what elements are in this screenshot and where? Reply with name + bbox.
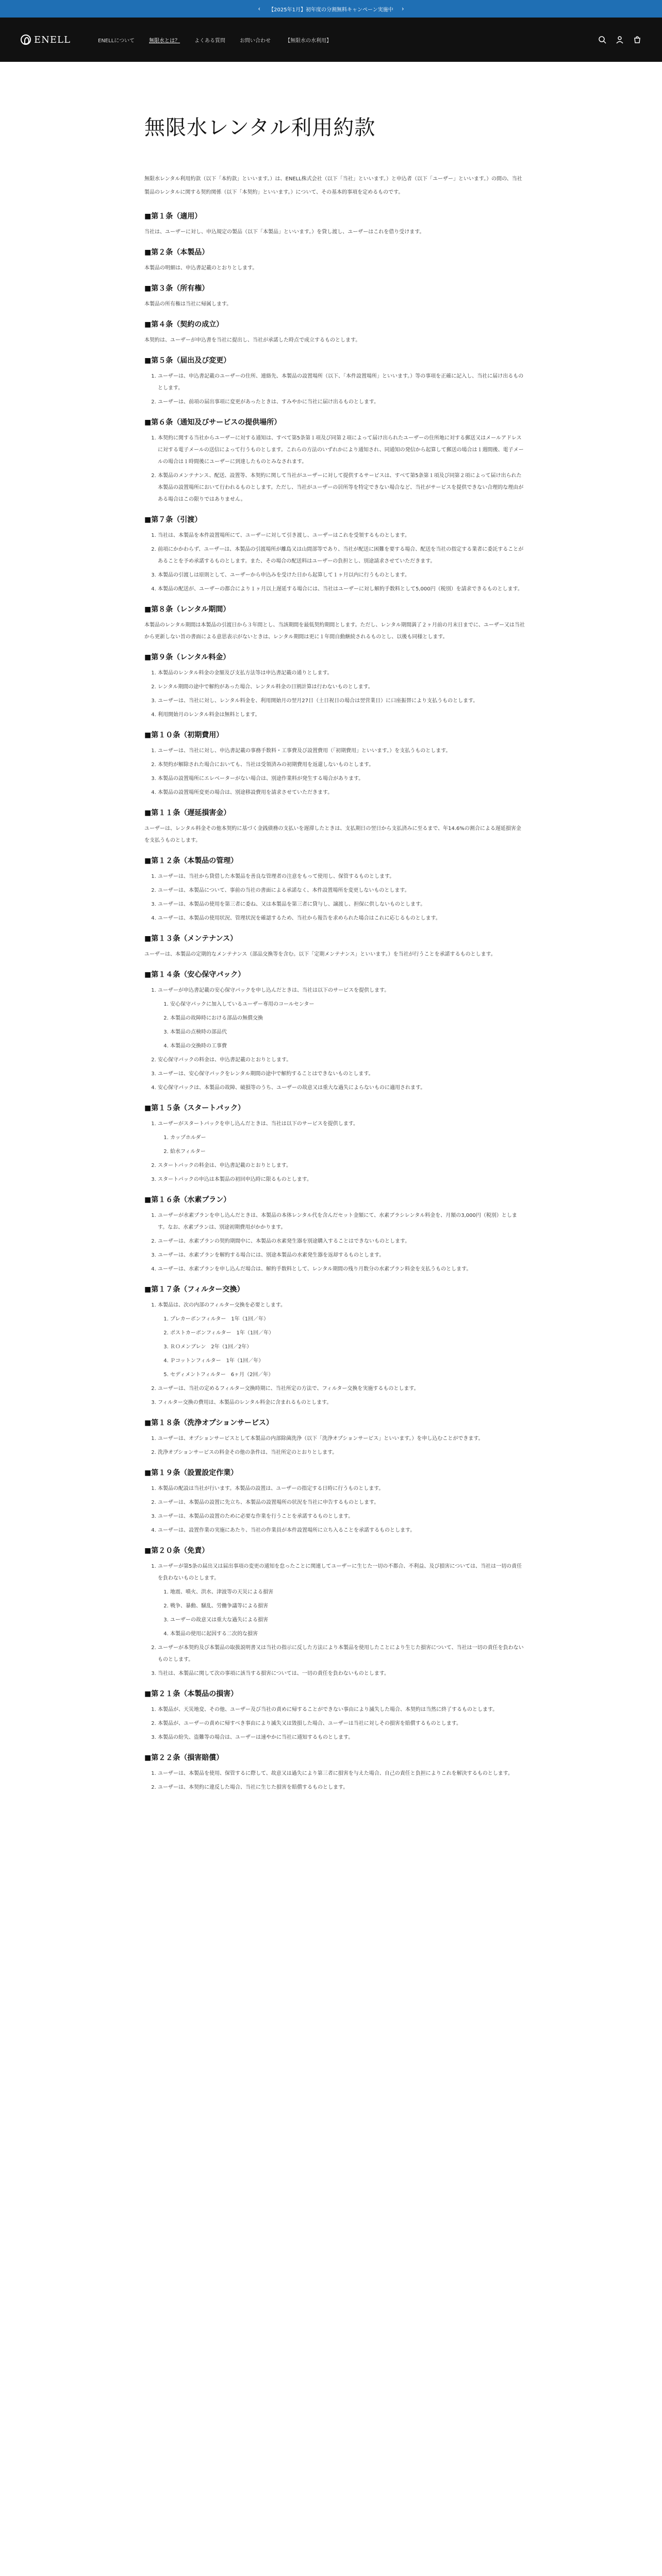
search-icon[interactable] — [598, 36, 606, 44]
article-paragraph: 本契約は、ユーザーが申込書を当社に提出し、当社が承諾した時点で成立するものとします。 — [144, 337, 361, 343]
logo-mark-icon — [21, 35, 31, 45]
article-list-item: 4. 本製品の設置場所変更の場合は、別途移設費用を請求させていただきます。 — [158, 787, 526, 799]
article-list-item: 1. 本契約に関する当社からユーザーに対する通知は、すべて第5条第１項及び同第２項によって届け出られたユーザーの住所地に対する郵送又はメールアドレスに対する電子メールの送信によって行うものとします。これらの方法のいずれかにより通知され、同通知の発信から起算して郵送の場合は１週間後、電子メールの場合は１時間後にユーザーに到達したものとみなされます。 — [158, 432, 526, 468]
nav-item-about[interactable]: ENELLについて — [98, 38, 135, 44]
article-heading: ■第６条（通知及びサービスの提供場所） — [144, 418, 282, 427]
article-paragraph: 本製品の明細は、申込書記載のとおりとします。 — [144, 265, 258, 271]
article-sublist-item: 5. セディメントフィルター 6ヶ月（2回／年） — [170, 1369, 526, 1381]
article-heading: ■第２条（本製品） — [144, 248, 209, 257]
article-list-item: 3. ユーザーは、本製品の設置のために必要な作業を行うことを承諾するものとします。 — [158, 1511, 526, 1522]
nav-item-faq[interactable]: よくある質問 — [194, 38, 226, 44]
article-paragraph: 当社は、ユーザーに対し、申込規定の製品（以下「本製品」といいます。）を貸し渡し、ユーザーはこれを借り受けます。 — [144, 229, 425, 235]
announcement-bar — [0, 0, 662, 18]
article-list-item: 1. 本製品は、次の内部のフィルター交換を必要とします。 1. プレカーボンフィルター 1年（1回／年） 2. ポストカーボンフィルター 1年（1回／年） 3. ＲＯメンブレン 2年（1回／2年） 4. Ｐコットンフィルター 1年（1回／年） 5. セディメントフィルター 6ヶ月（2回／年） — [158, 1299, 526, 1381]
article-list-item: 2. 本製品のメンテナンス、配送、設置等、本契約に関して当社がユーザーに対して提供するサービスは、すべて第5条第１項及び同第２項によって届け出られた本製品の設置場所において行われるものとします。ただし、当社がユーザーの居所等を特定できない場合など、当社がサービスを提供できない合理的な理由がある場合はこの限りではありません。 — [158, 470, 526, 505]
article-paragraph: 本製品のレンタル期間は本製品の引渡日から３年間とし、当該期間を最低契約期間とします。ただし、レンタル期間満了２ヶ月前の月末日までに、ユーザー又は当社から更新しない旨の書面による意思表示がないときは、レンタル期間は更に１年間自動継続されるものとし、以後も同様とします。 — [144, 622, 525, 640]
user-icon[interactable] — [616, 36, 624, 44]
article-list-item: 1. ユーザーが申込書記載の安心保守パックを申し込んだときは、当社は以下のサービスを提供します。 1. 安心保守パックに加入しているユーザー専用のコールセンター 2. 本製品の故障時における部品の無償交換 3. 本製品の点検時の部品代 4. 本製品の交換時の工事費 — [158, 985, 526, 1052]
main-content — [0, 62, 525, 1793]
article-list-item: 2. ユーザーは、本製品について、事前の当社の書面による承諾なく、本件設置場所を変更しないものとします。 — [158, 885, 526, 896]
article-list-item: 1. 当社は、本製品を本件設置場所にて、ユーザーに対して引き渡し、ユーザーはこれを受領するものとします。 — [158, 530, 526, 541]
articles-list — [144, 211, 525, 1793]
article-heading: ■第１６条（水素プラン） — [144, 1196, 231, 1204]
article-list-item: 4. ユーザーは、本製品の使用状況、管理状況を確認するため、当社から報告を求められた場合はこれに応じるものとします。 — [158, 912, 526, 924]
article-heading: ■第１２条（本製品の管理） — [144, 857, 238, 865]
article-list-item: 3. ユーザーは、当社に対し、レンタル料金を、利用開始月の翌月27日（土日祝日の場合は翌営業日）に口座振替により支払うものとします。 — [158, 695, 526, 707]
article-sublist-item: 1. 地震、噴火、洪水、津波等の天災による損害 — [170, 1586, 526, 1598]
article-sublist-item: 1. カップホルダー — [170, 1132, 526, 1144]
article-sublist-item: 3. ＲＯメンブレン 2年（1回／2年） — [170, 1341, 526, 1353]
article-list-item: 2. ユーザーは、前項の届出事項に変更があったときは、すみやかに当社に届け出るものとします。 — [158, 396, 526, 408]
cart-icon[interactable] — [633, 36, 641, 44]
article-list-item: 2. 安心保守パックの料金は、申込書記載のとおりとします。 — [158, 1054, 526, 1066]
article-list-item: 3. 当社は、本製品に関して次の事項に該当する損害については、一切の責任を負わないものとします。 — [158, 1668, 526, 1680]
article-section — [144, 604, 526, 643]
article-section — [144, 652, 526, 721]
nav-item-mugensui[interactable]: 無限水とは？ — [149, 38, 180, 44]
article-list — [144, 530, 526, 595]
article-list — [144, 667, 526, 721]
article-section — [144, 1688, 526, 1743]
article-list-item: 3. 本製品の引渡しは原則として、ユーザーから申込みを受けた日から起算して１ヶ月以内に行うものとします。 — [158, 569, 526, 581]
article-sublist — [158, 998, 526, 1052]
article-section — [144, 319, 526, 346]
article-section — [144, 1467, 526, 1536]
article-section — [144, 211, 526, 238]
article-list-item: 1. ユーザーは、当社から貸借した本製品を善良な管理者の注意をもって使用し、保管するものとします。 — [158, 871, 526, 883]
article-heading: ■第１９条（設置設定作業） — [144, 1469, 238, 1477]
article-list-item: 1. 本製品の配設は当社が行います。本製品の設置は、ユーザーの指定する日時に行うものとします。 — [158, 1483, 526, 1495]
article-list-item: 2. ユーザーは、水素プランの契約期間中に、本製品の水素発生器を別途購入することはできないものとします。 — [158, 1235, 526, 1247]
header-icons — [598, 36, 641, 44]
article-sublist-item: 3. ユーザーの故意又は重大な過失による損害 — [170, 1614, 526, 1626]
article-list-item: 4. 利用開始月のレンタル料金は無料とします。 — [158, 709, 526, 721]
article-heading: ■第７条（引渡） — [144, 516, 202, 524]
article-list — [144, 985, 526, 1094]
article-sublist-item: 4. Ｐコットンフィルター 1年（1回／年） — [170, 1355, 526, 1367]
site-header — [0, 18, 662, 62]
article-list-item: 1. 本製品のレンタル料金の金額及び支払方法等は申込書記載の通りとします。 — [158, 667, 526, 679]
article-section — [144, 933, 526, 960]
article-sublist-item: 2. 給水フィルター — [170, 1146, 526, 1158]
article-list-item: 1. ユーザーは、本製品を使用、保管するに際して、故意又は過失により第三者に損害を与えた場合、自己の責任と負担によりこれを解決するものとします。 — [158, 1768, 526, 1780]
article-list-item: 4. ユーザーは、設置作業の実施にあたり、当社の作業員が本件設置場所に立ち入ることを承諾するものとします。 — [158, 1524, 526, 1536]
article-sublist-item: 2. 戦争、暴動、騒乱、労働争議等による損害 — [170, 1600, 526, 1612]
article-list-item: 3. 本製品の紛失、盗難等の場合は、ユーザーは速やかに当社に通知するものとします。 — [158, 1732, 526, 1743]
article-list-item: 2. ユーザーは、本製品の設置に先立ち、本製品の設置場所の状況を当社に申告するものとします。 — [158, 1497, 526, 1509]
article-sublist-item: 1. 安心保守パックに加入しているユーザー専用のコールセンター — [170, 998, 526, 1010]
article-list-item: 1. ユーザーが第5条の届出又は届出事項の変更の通知を怠ったことに関連してユーザーに生じた一切の不都合、不利益、及び損害については、当社は一切の責任を負わないものとします。 1. 地震、噴火、洪水、津波等の天災による損害 2. 戦争、暴動、騒乱、労働争議等による損害 3. ユーザーの故意又は重大な過失による損害 4. 本製品の使用に起因する二次的な損害 — [158, 1561, 526, 1640]
article-section — [144, 514, 526, 595]
article-heading: ■第２１条（本製品の損害） — [144, 1690, 238, 1698]
article-heading: ■第１３条（メンテナンス） — [144, 935, 238, 943]
article-list-item: 3. ユーザーは、安心保守パックをレンタル期間の途中で解約することはできないものとします。 — [158, 1068, 526, 1080]
article-list-item: 1. ユーザーが水素プランを申し込んだときは、本製品の本体レンタル代を含んだセット金額にて、水素ブラシレンタル料金を、月額の3,000円（税別）とします。なお、水素プランは、別途初期費用がかかります。 — [158, 1210, 526, 1233]
article-sublist — [158, 1313, 526, 1381]
article-heading: ■第１条（適用） — [144, 212, 202, 221]
article-list-item: 4. 安心保守パックは、本製品の故障、破損等のうち、ユーザーの故意又は重大な過失によらないものに適用されます。 — [158, 1082, 526, 1094]
article-paragraph: ユーザーは、本製品の定期的なメンテナンス（部品交換等を含む。以下「定期メンテナンス」といいます。）を当社が行うことを承諾するものとします。 — [144, 952, 496, 957]
article-sublist-item: 4. 本製品の交換時の工事費 — [170, 1040, 526, 1052]
article-list-item: 3. スタートパックの申込は本製品の初回申込時に限るものとします。 — [158, 1174, 526, 1185]
article-list-item: 1. 本製品が、天災地変、その他、ユーザー及び当社の責めに帰することができない事由により滅失した場合、本契約は当然に終了するものとします。 — [158, 1704, 526, 1716]
article-heading: ■第１０条（初期費用） — [144, 731, 224, 739]
article-heading: ■第９条（レンタル料金） — [144, 653, 230, 662]
article-sublist-item: 1. プレカーボンフィルター 1年（1回／年） — [170, 1313, 526, 1325]
logo[interactable] — [21, 35, 98, 45]
article-section — [144, 1284, 526, 1409]
article-list — [144, 1768, 526, 1793]
article-section — [144, 355, 526, 408]
article-list — [144, 1483, 526, 1536]
article-heading: ■第１５条（スタートパック） — [144, 1104, 245, 1112]
article-sublist-item: 3. 本製品の点検時の部品代 — [170, 1026, 526, 1038]
article-section — [144, 417, 526, 505]
article-list-item: 1. ユーザーがスタートパックを申し込んだときは、当社は以下のサービスを提供します。 1. カップホルダー 2. 給水フィルター — [158, 1118, 526, 1158]
article-list-item: 2. スタートパックの料金は、申込書記載のとおりとします。 — [158, 1160, 526, 1172]
article-list-item: 1. ユーザーは、オプションサービスとして本製品の内部除菌洗浄（以下「洗浄オプションサービス」といいます。）を申し込むことができます。 — [158, 1433, 526, 1445]
article-heading: ■第５条（届出及び変更） — [144, 357, 231, 365]
article-list-item: 3. ユーザーは、水素プランを解約する場合には、別途本製品の水素発生器を返却するものとします。 — [158, 1249, 526, 1261]
article-section — [144, 855, 526, 924]
article-section — [144, 283, 526, 310]
article-heading: ■第１４条（安心保守パック） — [144, 971, 245, 979]
announcement-next-button[interactable]: › — [401, 5, 404, 12]
article-sublist — [158, 1586, 526, 1640]
article-list — [144, 1704, 526, 1743]
article-list-item: 4. ユーザーは、水素プランを申し込んだ場合は、解約手数料として、レンタル期間の残り月数分の水素プラン料金を支払うものとします。 — [158, 1263, 526, 1275]
article-heading: ■第２０条（免責） — [144, 1547, 209, 1555]
article-section — [144, 1194, 526, 1275]
article-heading: ■第１１条（遅延損害金） — [144, 809, 231, 817]
article-heading: ■第３条（所有権） — [144, 284, 209, 293]
article-heading: ■第２２条（損害賠償） — [144, 1754, 224, 1762]
article-list-item: 2. ユーザーは、本契約に違反した場合、当社に生じた損害を賠償するものとします。 — [158, 1782, 526, 1793]
article-list-item: 2. ユーザーは、当社の定めるフィルター交換時期に、当社所定の方法で、フィルター交換を実施するものとします。 — [158, 1383, 526, 1395]
article-list-item: 2. ユーザーが本契約及び本製品の取扱説明書又は当社の指示に反した方法により本製品を使用したことにより生じた損害について、当社は一切の責任を負わないものとします。 — [158, 1642, 526, 1666]
article-heading: ■第４条（契約の成立） — [144, 320, 224, 329]
article-list — [144, 1118, 526, 1185]
article-section — [144, 1545, 526, 1680]
nav-item-contact[interactable]: お問い合わせ — [240, 38, 271, 44]
article-paragraph: ユーザーは、レンタル料金その他本契約に基づく金銭債務の支払いを遅滞したときは、支払期日の翌日から支払済みに至るまで、年14.6%の割合による遅延損害金を支払うものとします。 — [144, 826, 521, 843]
article-sublist — [158, 1132, 526, 1158]
article-list-item: 3. ユーザーは、本製品の使用を第三者に委ね、又は本製品を第三者に貸与し、譲渡し、担保に供しないものとします。 — [158, 899, 526, 910]
article-heading: ■第８条（レンタル期間） — [144, 605, 230, 614]
article-list — [144, 1299, 526, 1409]
article-list-item: 3. 本製品の設置場所にエレベーターがない場合は、別途作業料が発生する場合があります。 — [158, 773, 526, 785]
nav-item-water-use[interactable]: 【無限水の水利用】 — [285, 38, 332, 44]
article-sublist-item: 4. 本製品の使用に起因する二次的な損害 — [170, 1628, 526, 1640]
article-section — [144, 1103, 526, 1185]
article-list — [144, 871, 526, 924]
article-section — [144, 1417, 526, 1459]
article-section — [144, 807, 526, 846]
announcement-prev-button[interactable]: ‹ — [258, 5, 261, 12]
article-list-item: 3. フィルター交換の費用は、本製品のレンタル料金に含まれるものとします。 — [158, 1397, 526, 1409]
article-list — [144, 1561, 526, 1680]
page-title: 無限水レンタル利用約款 — [144, 116, 376, 140]
article-section — [144, 247, 526, 274]
article-section — [144, 969, 526, 1094]
article-paragraph: 本製品の所有権は当社に帰属します。 — [144, 301, 232, 307]
article-list-item: 1. ユーザーは、申込書記載のユーザーの住所、連絡先、本製品の設置場所（以下、「本件設置場所」といいます。）等の事項を正確に記入し、当社に届け出るものとします。 — [158, 370, 526, 394]
article-list-item: 4. 本製品の配送が、ユーザーの都合により１ヶ月以上遅延する場合には、当社はユーザーに対し解約手数料として5,000円（税別）を請求できるものとします。 — [158, 583, 526, 595]
article-heading: ■第１８条（洗浄オプションサービス） — [144, 1419, 273, 1427]
article-list-item: 1. ユーザーは、当社に対し、申込書記載の事務手数料・工事費及び設置費用（「初期費用」といいます。）を支払うものとします。 — [158, 745, 526, 757]
article-list-item: 2. 本契約が解除された場合においても、当社は受領済みの初期費用を返還しないものとします。 — [158, 759, 526, 771]
article-list — [144, 1433, 526, 1459]
article-list — [144, 745, 526, 799]
article-list-item: 2. 前項にかかわらず、ユーザーは、本製品の引渡場所が離島又は山間部等であり、当社が配送に困難を要する場合、配送を当社の指定する業者に委託することがあることを予め承諾するものとします。また、その場合の配送料はユーザーの負担とし、別途請求させていただきます。 — [158, 544, 526, 567]
article-list — [144, 370, 526, 408]
article-sublist-item: 2. 本製品の故障時における部品の無償交換 — [170, 1012, 526, 1024]
logo-text: ENELL — [34, 34, 71, 45]
article-list-item: 2. 本製品が、ユーザーの責めに帰すべき事由により滅失又は毀損した場合、ユーザーは当社に対しその損害を賠償するものとします。 — [158, 1718, 526, 1730]
announcement-text[interactable]: 【2025年1月】初年度の分割無料キャンペーン実施中 — [269, 7, 393, 13]
main-nav — [98, 36, 332, 44]
article-list-item: 2. レンタル期間の途中で解約があった場合、レンタル料金の日割計算は行わないものとします。 — [158, 681, 526, 693]
intro-paragraph: 無限水レンタル利用約款（以下「本約款」といいます。）は、ENELL株式会社（以下「当社」といいます。）と申込者（以下「ユーザー」といいます。）の間の、当社製品のレンタルに関する契約関係（以下「本契約」といいます。）について、その基本的事項を定めるものです。 — [144, 176, 522, 195]
article-heading: ■第１７条（フィルター交換） — [144, 1285, 244, 1294]
article-section — [144, 1752, 526, 1793]
article-list — [144, 432, 526, 505]
article-sublist-item: 2. ポストカーボンフィルター 1年（1回／年） — [170, 1327, 526, 1339]
article-section — [144, 730, 526, 799]
article-list — [144, 1210, 526, 1275]
article-list-item: 2. 洗浄オプションサービスの料金その他の条件は、当社所定のとおりとします。 — [158, 1447, 526, 1459]
